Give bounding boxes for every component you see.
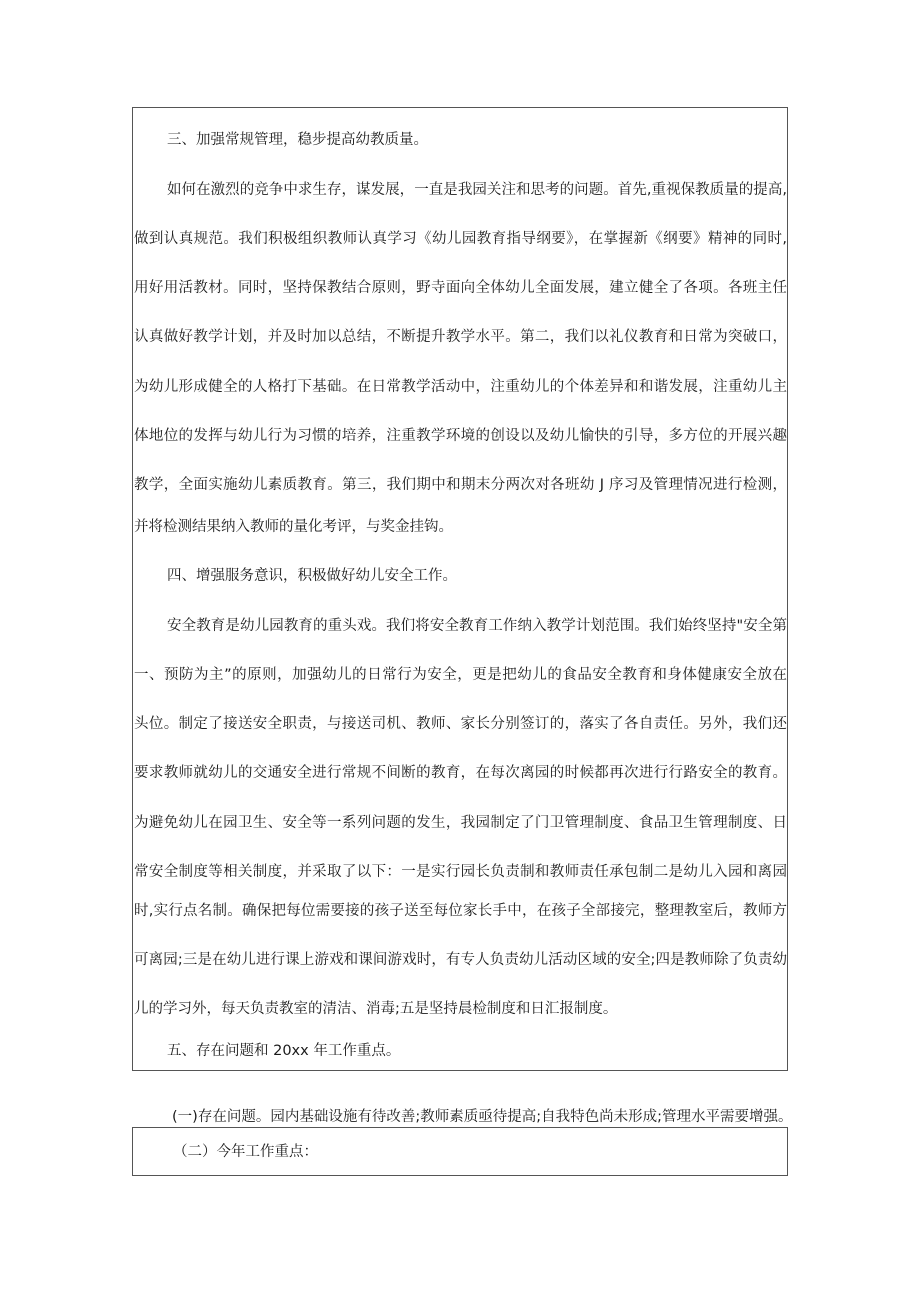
text-frame-main: [132, 107, 788, 1071]
section-3-paragraph-line: 体地位的发挥与幼儿行为习惯的培养，注重教学环境的创设以及幼儿愉快的引导，多方位的开展兴趣: [134, 428, 787, 444]
section-4-paragraph-line: 一、预防为主”的原则，加强幼儿的日常行为安全，更是把幼儿的食品安全教育和身体健康安全放在: [134, 667, 787, 683]
section-4-paragraph-line: 头位。制定了接送安全职责，与接送司机、教师、家长分别签订的，落实了各自责任。另外，我们还: [134, 716, 787, 732]
work-focus-heading: （二）今年工作重点：: [173, 1144, 318, 1160]
section-4-paragraph-line: 时,实行点名制。确保把每位需要接的孩子送至每位家长手中，在孩子全部接完，整理教室后，教师方: [134, 903, 787, 919]
section-4-paragraph-line: 可离园;三是在幼儿进行课上游戏和课间游戏时，有专人负责幼儿活动区域的安全;四是教师除了负责幼: [134, 952, 787, 968]
section-3-paragraph-line: 做到认真规范。我们积极组织教师认真学习《幼儿园教育指导纲要》，在掌握新《纲要》精神的同时,: [134, 231, 787, 247]
section-4-paragraph-line: 安全教育是幼儿园教育的重头戏。我们将安全教育工作纳入教学计划范围。我们始终坚持"安全第: [167, 618, 787, 634]
section-4-heading: 四、增强服务意识，积极做好幼儿安全工作。: [167, 568, 457, 584]
section-3-paragraph-line: 为幼儿形成健全的人格打下基础。在日常教学活动中，注重幼儿的个体差异和和谐发展，注重幼儿主: [134, 379, 787, 395]
section-3-paragraph-line: 并将检测结果纳入教师的量化考评，与奖金挂钩。: [134, 519, 453, 535]
existing-problems-line: (一)存在问题。园内基础设施有待改善;教师素质亟待提高;自我特色尚未形成;管理水平需要增强。: [172, 1109, 793, 1125]
section-3-paragraph-line: 如何在激烈的竞争中求生存，谋发展，一直是我园关注和思考的问题。首先,重视保教质量的提高,: [167, 182, 787, 198]
section-4-paragraph-line: 儿的学习外，每天负责教室的清洁、消毒;五是坚持晨检制度和日汇报制度。: [134, 1001, 618, 1017]
section-3-heading: 三、加强常规管理，稳步提高幼教质量。: [167, 132, 428, 148]
section-3-paragraph-line: 用好用活教材。同时，坚持保教结合原则，野寺面向全体幼儿全面发展，建立健全了各项。各班主任: [134, 280, 787, 296]
section-4-paragraph-line: 常安全制度等相关制度，并采取了以下：一是实行园长负责制和教师责任承包制二是幼儿入园和离园: [134, 864, 787, 880]
section-3-paragraph-line: 教学，全面实施幼儿素质教育。第三，我们期中和期末分两次对各班幼 J 序习及管理情况进行检测，: [134, 477, 787, 493]
section-3-paragraph-line: 认真做好教学计划，并及时加以总结，不断提升教学水平。第二，我们以礼仪教育和日常为突破口，: [134, 329, 787, 345]
section-4-paragraph-line: 为避免幼儿在园卫生、安全等一系列问题的发生，我园制定了门卫管理制度、食品卫生管理制度、日: [134, 815, 787, 831]
section-4-paragraph-line: 要求教师就幼儿的交通安全进行常规不间断的教育，在每次离园的时候都再次进行行路安全的教育。: [134, 765, 787, 781]
text-frame-bottom: [132, 1127, 788, 1176]
section-5-heading: 五、存在问题和 20xx 年工作重点。: [167, 1043, 401, 1059]
